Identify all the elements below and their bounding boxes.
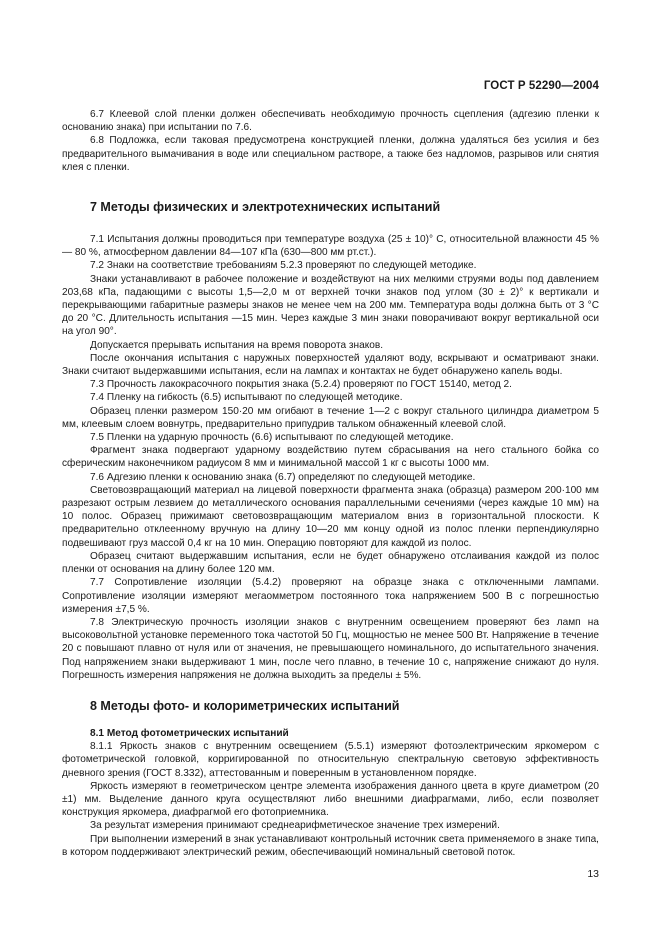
paragraph-7-4-method: Образец пленки размером 150·20 мм огибают в течение 1—2 с вокруг стального цилиндра диаметром 5 мм, клеевым слоем вовнутрь, предварительно припудрив тальком обнаженный клеевой слой. — [62, 405, 599, 430]
paragraph-7-2-result: После окончания испытания с наружных поверхностей удаляют воду, вскрывают и осматривают знаки. Знаки считают выдержавшими испытания, если на лампах и контактах не будет обнаружено капель воды. — [62, 352, 599, 378]
paragraph-8-1-1-brightness: Яркость измеряют в геометрическом центре элемента изображения данного цвета в круге диаметром (20 ±1) мм. Выделение данного круга осуществляют либо внешними диафрагмами, либо, если позволяет конструкция яркомера, диафрагмой его фотоприемника. — [62, 780, 599, 819]
paragraph-7-2-interrupt: Допускается прерывать испытания на время поворота знаков. — [90, 339, 384, 351]
paragraph-8-1-1-result: За результат измерения принимают среднеарифметическое значение трех измерений. — [90, 820, 500, 832]
subsection-8-1-heading: 8.1 Метод фотометрических испытаний — [90, 727, 289, 739]
paragraph-7-7: 7.7 Сопротивление изоляции (5.4.2) проверяют на образце знака с отключенными лампами. Сопротивление изоляции измеряют мегаомметром постоянного тока напряжением 500 В с погрешностью измерения ±7,5 %. — [62, 577, 599, 615]
paragraph-7-1: 7.1 Испытания должны проводиться при температуре воздуха (25 ± 10)° С, относительной влажности 45 % — 80 %, атмосферном давлении 84—107 кПа (630—800 мм рт.ст.). — [62, 234, 599, 259]
paragraph-8-1-1-source: При выполнении измерений в знак устанавливают контрольный источник света применяемого в знаке типа, в котором поддерживают электрический режим, обеспечивающий номинальный световой поток. — [62, 833, 599, 858]
paragraph-8-1-1: 8.1.1 Яркость знаков с внутренним освещением (5.5.1) измеряют фотоэлектрическим яркомером с фотометрической головкой, корригированной по относительную спектральную световую эффективность дневного зрения (ГОСТ 8.332), аттестованным и поверенным в установленном порядке. — [62, 741, 599, 779]
paragraph-7-4: 7.4 Пленку на гибкость (6.5) испытывают по следующей методике. — [90, 392, 403, 404]
paragraph-7-2: 7.2 Знаки на соответствие требованиям 5.2.3 проверяют по следующей методике. — [90, 260, 477, 272]
paragraph-7-6-method: Световозвращающий материал на лицевой поверхности фрагмента знака (образца) размером 200·100 мм разрезают острым лезвием до металлического основания параллельными сечениями (через каждые 10 мм) на 10 полос. Образец прижимают световозвращающим материалом вниз в горизонтальной плоскости. К предварительно отклеенному вручную на длину 10—20 мм концу одной из полос пленки перпендикулярно подвешивают груз массой 0,4 кг на 10 мин. Операцию повторяют для каждой из полос. — [62, 484, 599, 549]
document-number-header: ГОСТ Р 52290—2004 — [483, 80, 599, 92]
paragraph-7-5-method: Фрагмент знака подвергают ударному воздействию путем сбрасывания на него стального бойка со сферическим наконечником радиусом 8 мм и минимальной массой 1 кг с высоты 1000 мм. — [62, 445, 599, 470]
paragraph-7-3: 7.3 Прочность лакокрасочного покрытия знака (5.2.4) проверяют по ГОСТ 15140, метод 2. — [90, 379, 512, 391]
page-number: 13 — [587, 868, 599, 880]
section-8-heading: 8 Методы фото- и колориметрических испытаний — [90, 698, 400, 713]
paragraph-7-5: 7.5 Пленки на ударную прочность (6.6) испытывают по следующей методике. — [90, 432, 454, 444]
paragraph-7-8: 7.8 Электрическую прочность изоляции знаков с внутренним освещением проверяют без ламп на высоковольтной установке переменного тока частотой 50 Гц, мощностью не менее 500 Вт. Напряжение в течение 20 с повышают плавно от нуля или от значения, не превышающего номинального, до испытательного значения. Под напряжением знаки выдерживают 1 мин, после чего плавно, в течение 10 с, напряжение снижают до нуля. Погрешность измерения напряжения не должна выходить за пределы ± 5%. — [62, 616, 599, 681]
paragraph-7-6-result: Образец считают выдержавшим испытания, если не будет обнаружено отслаивания каждой из полос пленки от основания на длину более 120 мм. — [62, 550, 599, 576]
paragraph-7-2-method: Знаки устанавливают в рабочее положение и воздействуют на них мелкими струями воды под давлением 203,68 кПа, падающими с высоты 1,5—2,0 м от верхней точки знаков под углом (30 ± 2)° к вертикали и перекрывающими габаритные размеры знаков не менее чем на 200 мм. Температура воды должна быть от 3 °С до 20 °С. Длительность испытания —15 мин. Через каждые 3 мин знаки поворачивают вокруг вертикальной оси на угол 90°. — [62, 273, 599, 338]
document-body — [62, 108, 599, 859]
paragraph-6-8: 6.8 Подложка, если таковая предусмотрена конструкцией пленки, должна удаляться без усилия и без предварительного вымачивания в воде или специальном растворе, а также без надломов, разрывов или снятия клея с пленки. — [62, 135, 599, 173]
paragraph-6-7: 6.7 Клеевой слой пленки должен обеспечивать необходимую прочность сцепления (адгезию пленки к основанию знака) при испытании по 7.6. — [62, 109, 599, 134]
paragraph-7-6: 7.6 Адгезию пленки к основанию знака (6.7) определяют по следующей методике. — [90, 471, 476, 483]
section-7-heading: 7 Методы физических и электротехнических испытаний — [90, 200, 441, 215]
